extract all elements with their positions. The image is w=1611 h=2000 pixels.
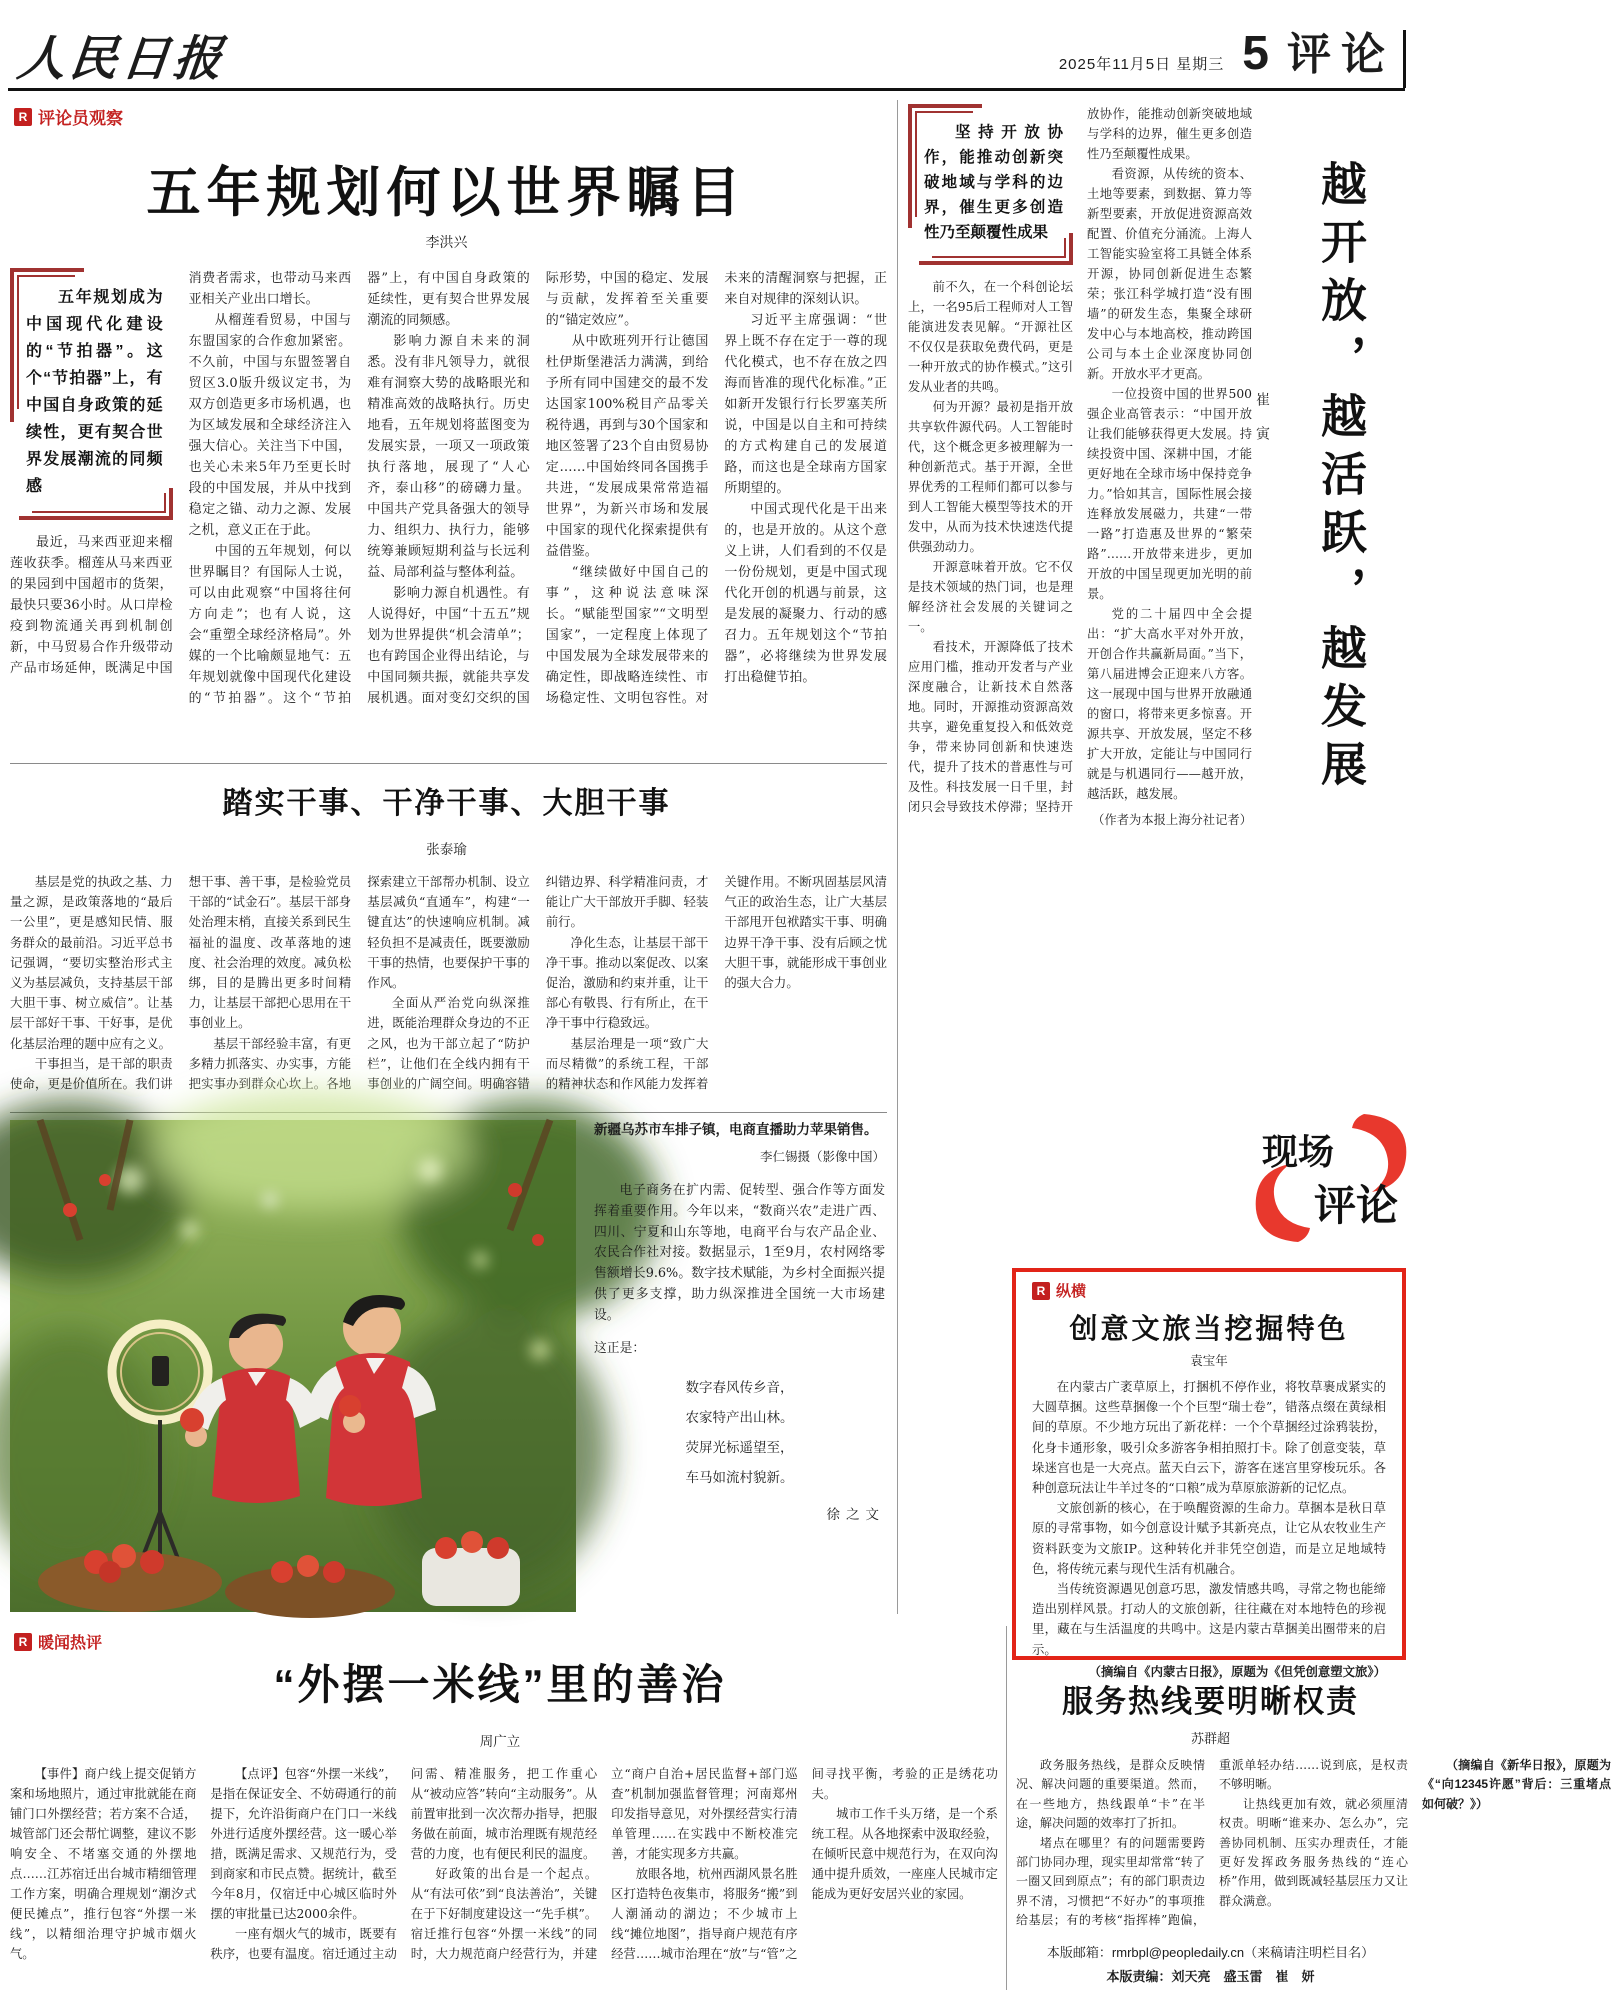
header-right: [1059, 18, 1395, 82]
page-header: [8, 8, 1405, 91]
hotline-paragraphs: [1016, 1756, 1408, 1936]
paragraph: 基层是党的执政之基、力量之源，是政策落地的“最后一公里”，更是感知民情、服务群众的最前沿。习近平总书记强调，“要切实整治形式主义为基层减负，支持基层干部大胆干事、树立威信”。让基层干部好干事、干好事，是优化基层治理的题中应有之义。: [10, 874, 173, 1051]
column-label-zongheng: [1032, 1280, 1386, 1301]
main-byline: 李洪兴: [425, 235, 468, 251]
paragraph: 看技术，开源降低了技术应用门槛，推动开发者与产业深度融合，让新技术自然落地。同时，开源推动资源高效共享，避免重复投入和低效竞争，带来协同创新和快速迭代，提升了技术的普惠性与可及性。科技发展一日千里，封闭只会导致技术停滞；坚持开放协作，能推动创新突破地域与学科的边界，催生更多创造性乃至颠覆性成果。: [908, 107, 1252, 814]
open-article-vertical-headline: 越开放，越活跃，越发展: [1315, 160, 1367, 798]
article2-headline: 踏实干事、干净干事、大胆干事: [222, 787, 671, 820]
photo-commentary-paragraphs: [594, 1181, 885, 1327]
rmrb-logo-icon: R: [14, 1633, 32, 1651]
photo-commentary: [594, 1120, 885, 1612]
column-rule: [1006, 1626, 1007, 1990]
poem: [594, 1373, 885, 1493]
divider: [10, 763, 887, 764]
paragraph: 中国的五年规划，何以世界瞩目？有国际人士说，可以由此观察“中国将往何方向走”；也有人说，这会“重塑全球经济格局”。外媒的一个比喻颇显地气：五年规划就像中国现代化建设的“节拍器”。这个“节拍器”上，有中国自身政策的延续性，更有契合世界发展潮流的同频感。: [188, 271, 530, 706]
paragraph: 最近，马来西亚迎来榴莲收获季。榴莲从马来西亚的果园到中国超市的货架，最快只要36小时。从口岸检疫到物流通关再到机制创新，中马贸易合作升级带动产品市场延伸，既满足中国消费者需求，也带动马来西亚相关产业出口增长。: [10, 271, 352, 676]
quote-corner-icon: [932, 238, 1066, 258]
hotline-headline: 服务热线要明晰权责: [1062, 1684, 1359, 1719]
hotline-body: [1016, 1756, 1611, 1936]
pull-quote-text: 五年规划成为中国现代化建设的“节拍器”。这个“节拍器”上，有中国自身政策的延续性，更有契合世界发展潮流的同频感: [26, 289, 163, 495]
paragraph: “继续做好中国自己的事”，这种说法意味深长。“赋能型国家”“文明型国家”，一定程度上体现了中国发展为全球发展带来的确定性，即战略连续性、市场稳定性、文明包容性。对未来的清醒洞察与把握，正来自对规律的深刻认识。: [545, 271, 887, 706]
paragraph: 荧屏光标遥望至，: [685, 1439, 794, 1456]
paragraph: 政务服务热线，是群众反映情况、解决问题的重要渠道。然而，在一些地方，热线跟单“卡”在半途，解决问题的效率打了折扣。: [1016, 1758, 1205, 1831]
column-rule: [897, 100, 898, 1614]
article2-body: [10, 872, 887, 1106]
open-article-body: [908, 104, 1252, 1244]
photo-credit: 李仁锡摄（影像中国）: [759, 1149, 885, 1164]
quote-corner-icon: [915, 111, 973, 217]
scene-comment-logo: [1252, 1112, 1410, 1244]
paragraph: 让热线更加有效，就必须厘清权责。明晰“谁来办、怎么办”，完善协同机制、压实办理责任，才能更好发挥政务服务热线的“连心桥”作用，做到既减轻基层压力又让群众满意。: [1219, 1796, 1408, 1908]
page-number: 5: [1242, 27, 1269, 80]
paragraph: 全面从严治党向纵深推进，既能治理群众身边的不正之风，也为干部立起了“防护栏”，让他们在全线内拥有干事创业的广阔空间。明确容错纠错边界、科学精准问责，才能让广大干部放开手脚、轻装前行。: [367, 874, 709, 1092]
paragraph: 堵点在哪里？有的问题需要跨部门协同办理，现实里却常常“转了一圈又回到原点”；有的部门职责边界不清，习惯把“不好办”的事项推给基层；有的考核“指挥棒”跑偏，重派单轻办结……说到底，是权责不够明晰。: [1016, 1758, 1408, 1928]
footer-mailbox: 本版邮箱：rmrbpl@peopledaily.cn（来稿请注明栏目名）: [1046, 1945, 1375, 1960]
divider: [10, 1112, 887, 1113]
paragraph: 城市工作千头万绪，是一个系统工程。从各地探索中汲取经验，在倾听民意中规范行为，在双向沟通中提升质效，一座座人民城市定能成为更好安居兴业的家园。: [811, 1807, 998, 1901]
section-title: 评论: [1287, 30, 1395, 79]
logo-line2: 评论: [1314, 1182, 1399, 1229]
paragraph: 何为开源？最初是指开放共享软件源代码。人工智能时代，这个概念更多被理解为一种创新范式。基于开源，全世界优秀的工程师们都可以参与到人工智能大模型等技术的开发中，从而为技术快速迭代提供强劲动力。: [908, 400, 1073, 554]
paragraph: 干事担当，是干部的职责使命，更是价值所在。我们讲想干事、善干事，是检验党员干部的“试金石”。基层干部身处治理末梢，直接关系到民生福祉的温度、改革落地的速度、社会治理的效度。减负松绑，目的是腾出更多时间精力，让基层干部把心思用在干事创业上。: [10, 874, 352, 1092]
paragraph: 影响力源自机遇性。有人说得好，中国“十五五”规划为世界提供“机会清单”；也有跨国企业得出结论，与中国同频共振，就能共享发展机遇。面对变幻交织的国际形势，中国的稳定、发展与贡献，发挥着至关重要的“锚定效应”。: [367, 271, 709, 706]
zongheng-headline: 创意文旅当挖掘特色: [1069, 1313, 1349, 1344]
paragraph: 车马如流村貌新。: [685, 1469, 794, 1486]
warm-news-headline: “外摆一米线”里的善治: [273, 1661, 727, 1708]
paragraph: 当传统资源遇见创意巧思，激发情感共鸣，寻常之物也能缔造出别样风景。打动人的文旅创新，往往藏在对本地特色的珍视里，藏在与生活温度的共鸣中。这是内蒙古草捆美出圈带来的启示。: [1032, 1581, 1386, 1657]
author-signoff: （作者为本报上海分社记者）: [1092, 813, 1252, 827]
paragraph: 前不久，在一个科创论坛上，一名95后工程师对人工智能演进发表见解。“开源社区不仅仅是获取免费代码，更是一种开放式的协作模式。”这引发从业者的共鸣。: [908, 280, 1073, 394]
masthead-logo: 人民日报: [14, 31, 229, 87]
photo-livestream-orchard: [10, 1120, 576, 1612]
paragraph: 看资源，从传统的资本、土地等要素，到数据、算力等新型要素，开放促进资源高效配置、价值充分涌流。上海人工智能实验室将工具链全体系开源，协同创新促进生态繁荣；张江科学城打造“没有围墙”的研发生态，集聚全球研发中心与本地高校，推动跨国公司与本土企业深度协同创新。开放水平才更高。: [1087, 167, 1252, 381]
warm-news-body: [10, 1764, 998, 1992]
paragraph: 在内蒙古广袤草原上，打捆机不停作业，将牧草裹成紧实的大圆草捆。这些草捆像一个个巨型“瑞士卷”，错落点缀在黄绿相间的草原。不少地方玩出了新花样：一个个草捆经过涂鸦装扮，化身卡通形象，吸引众多游客争相拍照打卡。除了创意变装，草垛迷宫也是一大亮点。蓝天白云下，游客在迷宫里穿梭玩乐。各种创意玩法让牛羊过冬的“口粮”成为草原旅游新的记忆点。: [1032, 1379, 1386, 1496]
hotline-byline: 苏群超: [1190, 1732, 1230, 1747]
paragraph: 基层治理是一项“致广大而尽精微”的系统工程，干部的精神状态和作风能力发挥着关键作用。不断巩固基层风清气正的政治生态，让广大基层干部甩开包袱踏实干事、明确边界干净干事、没有后顾之忧大胆干事，就能形成干事创业的强大合力。: [545, 874, 887, 1092]
paragraph: 影响力源自未来的洞悉。没有非凡领导力，就很难有洞察大势的战略眼光和精准高效的战略执行。历史地看，五年规划将蓝图变为发展实景，一项又一项政策执行落地，展现了“人心齐，泰山移”的磅礴力量。中国共产党具备强大的领导力、组织力、执行力，能够统筹兼顾短期利益与长远利益、局部利益与整体利益。: [367, 334, 530, 580]
zongheng-paragraphs: [1032, 1377, 1386, 1660]
footer-editors: 本版责编：刘天亮 盛玉雷 崔 妍: [1106, 1969, 1315, 1984]
paragraph: 一位投资中国的世界500强企业高管表示：“中国开放让我们能够获得更大发展。持续投资中国、深耕中国，才能更好地在全球市场中保持竞争力。”恰如其言，国际性展会接连释放发展磁力，共建“一带一路”打造惠及世界的“繁荣路”……开放带来进步，更加开放的中国呈现更加光明的前景。: [1087, 387, 1252, 601]
paragraph: 【事件】商户线上提交促销方案和场地照片，通过审批就能在商铺门口外摆经营；若方案不合适，城管部门还会帮忙调整，建议不影响安全、不堵塞交通的外摆地点……江苏宿迁出台城市精细管理工作方案，明确合理规划“潮汐式便民摊点”，推行包容“外摆一米线”，以精细治理守护城市烟火气。: [10, 1767, 197, 1961]
zongheng-attribution: （摘编自《内蒙古日报》，原题为《但凭创意塑文旅》）: [1088, 1664, 1386, 1679]
logo-line1: 现场: [1262, 1131, 1335, 1172]
paragraph: 【点评】包容“外摆一米线”，是指在保证安全、不妨碍通行的前提下，允许沿街商户在门口一米线外进行适度外摆经营。这一暖心举措，既满足需求、又规范行为，受到商家和市民点赞。据统计，截至今年8月，仅宿迁中心城区临时外摆的审批量已达2000余件。: [210, 1767, 397, 1921]
paragraph: 农家特产出山林。: [685, 1409, 794, 1426]
zongheng-box: [1012, 1268, 1406, 1679]
poem-signature: 徐之文: [826, 1506, 885, 1523]
paragraph: 党的二十届四中全会提出：“扩大高水平对外开放，开创合作共赢新局面。”当下，第八届进博会正迎来八方客。这一展现中国与世界开放融通的窗口，将带来更多惊喜。开源共享、开放发展，坚定不移扩大开放，定能让与中国同行就是与机遇同行——越开放，越活跃，越发展。: [1087, 607, 1252, 801]
page-date: 2025年11月5日 星期三: [1058, 56, 1225, 73]
paragraph: 从中欧班列开行让德国杜伊斯堡港活力满满，到给予所有同中国建交的最不发达国家100%税目产品零关税待遇，再到与30个国家和地区签署了23个自由贸易协定……中国始终同各国携手共进，“发展成果常常造福世界”，为新兴市场和发展中国家的现代化探索提供有益借鉴。: [545, 334, 709, 559]
article2-byline: 张泰瑜: [426, 842, 467, 858]
zongheng-byline: 袁宝年: [1190, 1353, 1228, 1368]
paragraph: 从榴莲看贸易，中国与东盟国家的合作愈加紧密。不久前，中国与东盟签署自贸区3.0版升级议定书，为双方创造更多市场机遇，也为区域发展和全球经济注入强大信心。关注当下中国，也关心未来5年乃至更长时段的中国发展，并从中找到稳定之锚、动力之源、发展之机，意义正在于此。: [188, 313, 352, 538]
column-label-text: 暖闻热评: [38, 1635, 103, 1652]
poem-lead-in: 这正是：: [594, 1341, 646, 1357]
pull-quote-box: [908, 104, 1073, 265]
paragraph: 数字春风传乡音，: [685, 1379, 794, 1396]
paragraph: 净化生态，让基层干部干净干事。推动以案促改、以案促治，激励和约束并重，让干部心有敬畏、行有所止，在干净干事中行稳致远。: [545, 934, 709, 1031]
paragraph: 电子商务在扩内需、促转型、强合作等方面发挥着重要作用。今年以来，“数商兴农”走进广西、四川、宁夏和山东等地，电商平台与农产品企业、农民合作社对接。数据显示，1至9月，农村网络零售额增长9.6%。数字技术赋能，为乡村全面振兴提供了更多支撑，助力纵深推进全国统一大市场建设。: [594, 1183, 885, 1323]
paragraph: 习近平主席强调：“世界上既不存在定于一尊的现代化模式，也不存在放之四海而皆准的现代化标准。”正如新开发银行行长罗塞芙所说，中国是以自主和可持续的方式构建自己的发展道路，而这也是全球南方国家所期望的。: [724, 313, 887, 496]
quote-corner-icon: [32, 493, 166, 513]
column-label-text: 纵横: [1056, 1283, 1087, 1300]
rmrb-logo-icon: R: [14, 108, 32, 126]
pull-quote-text: 坚持开放协作，能推动创新突破地域与学科的边界，催生更多创造性乃至颠覆性成果: [924, 124, 1063, 241]
column-label-observer: [14, 104, 123, 129]
rmrb-logo-icon: R: [1032, 1282, 1050, 1300]
paragraph: 文旅创新的核心，在于唤醒资源的生命力。草捆本是秋日草原的寻常事物，如今创意设计赋予其新亮点，让它从农牧业生产资料跃变为文旅IP。这种转化并非凭空创造，而是立足地域特色，将传统元素与现代生活有机融合。: [1032, 1500, 1386, 1576]
main-article-body: [10, 268, 887, 760]
warm-news-byline: 周广立: [479, 1734, 521, 1750]
column-label-text: 评论员观察: [38, 109, 123, 128]
warm-news-paragraphs: [10, 1764, 998, 1964]
paragraph: 开源意味着开放。它不仅是技术领域的热门词，也是理解经济社会发展的关键词之一。: [908, 560, 1073, 634]
paragraph: 好政策的出台是一个起点。从“有法可依”到“良法善治”，关键在于下好制度建设这一“先手棋”。宿迁推行包容“外摆一米线”的同时，大力规范商户经营行为，并建立“商户自治+居民监督+部门巡查”机制加强监督管理；河南郑州印发指导意见，对外摆经营实行清单管理……在实践中不断校准完善，才能实现多方共赢。: [410, 1767, 798, 1961]
paragraph: 一座有烟火气的城市，既要有秩序，也要有温度。宿迁通过主动问需、精准服务，把工作重心从“被动应答”转向“主动服务”。从前置审批到一次次帮办指导，把服务做在前面，城市治理既有规范经营的力度，也有便民利民的温度。: [210, 1767, 598, 1961]
pull-quote-box: [10, 268, 173, 520]
hotline-attribution: （摘编自《新华日报》，原题为《“向12345许愿”背后：三重堵点如何破？》）: [1422, 1758, 1611, 1811]
open-article-author: 崔寅: [1254, 392, 1270, 460]
paragraph: 放眼各地，杭州西湖风景名胜区打造特色夜集市，将服务“搬”到人潮涌动的湖边；不少城市上线“摊位地图”，指导商户规范有序经营……城市治理在“放”与“管”之间寻找平衡，考验的正是绣花功夫。: [611, 1767, 998, 1961]
quote-corner-icon: [17, 275, 75, 409]
column-label-warm-news: [14, 1630, 102, 1653]
header-rule-corner: [1403, 30, 1406, 88]
photo-caption: 新疆乌苏市车排子镇，电商直播助力苹果销售。: [594, 1122, 878, 1138]
paragraph: 中国式现代化是干出来的，也是开放的。从这个意义上讲，人们看到的不仅是一份份规划，更是中国式现代化开创的机遇与前景，这是发展的凝聚力、行动的感召力。五年规划这个“节拍器”，必将继续为世界发展打出稳健节拍。: [724, 502, 887, 685]
main-headline: 五年规划何以世界瞩目: [146, 163, 747, 223]
paragraph: 基层干部经验丰富，有更多精力抓落实、办实事，方能把实事办到群众心坎上。各地探索建立干部帮办机制、设立基层减负“直通车”，构建“一键直达”的快速响应机制。减轻负担不是减责任，既要激励干事的热情，也要保护干事的作风。: [188, 874, 530, 1092]
